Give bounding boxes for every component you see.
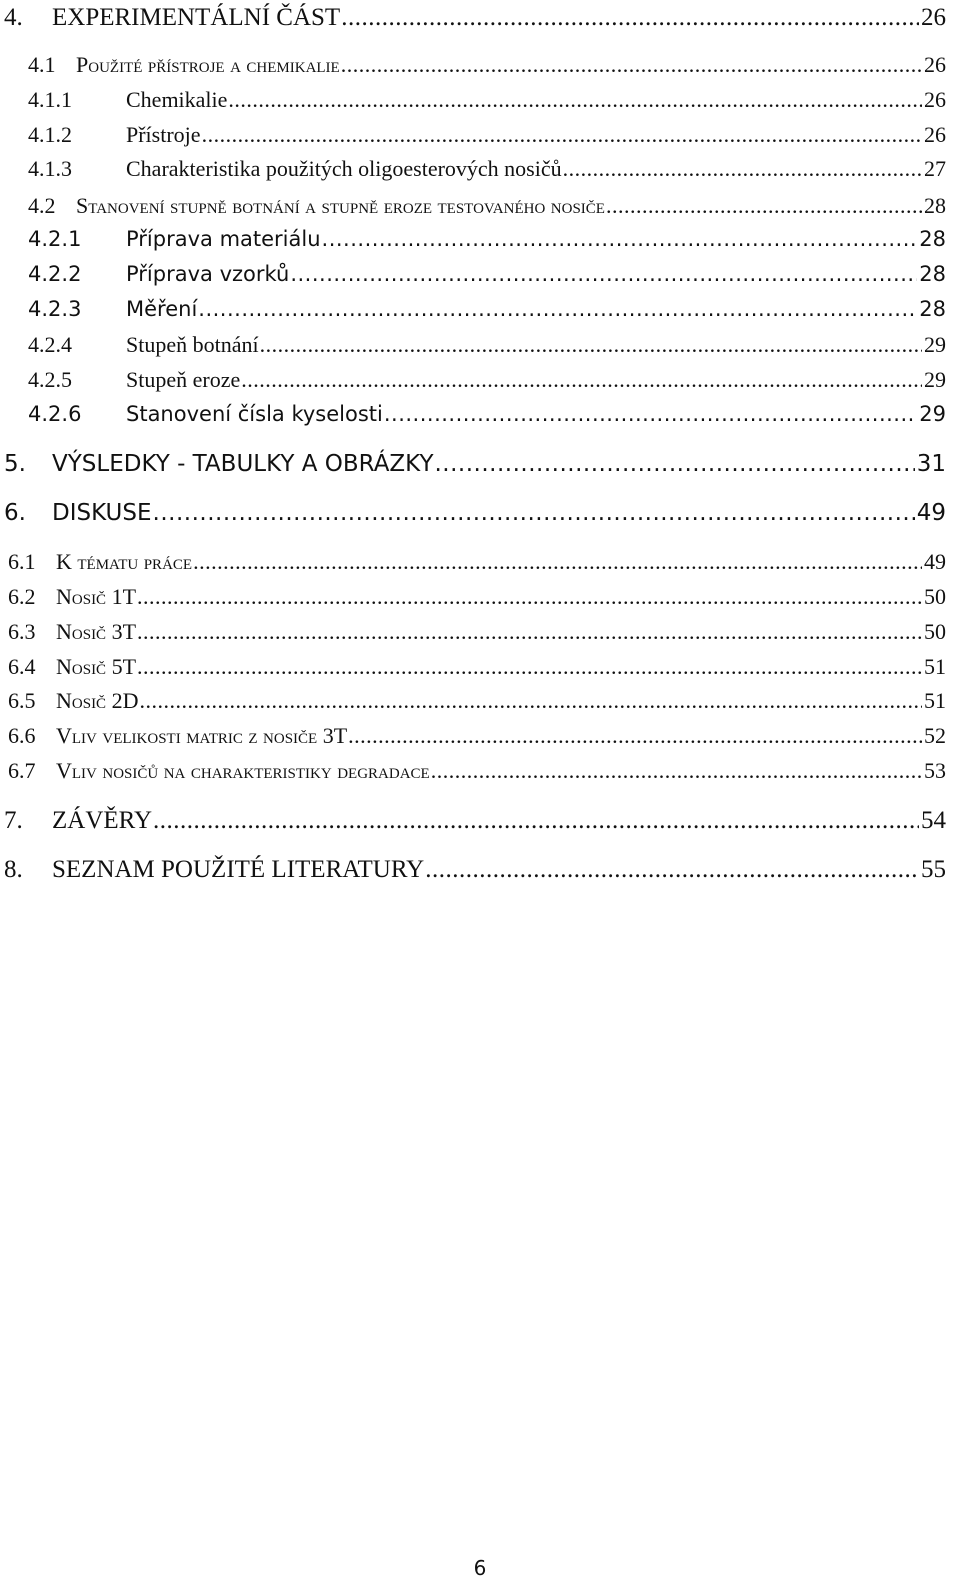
toc-title: Vliv nosičů na charakteristiky degradace [56, 758, 430, 783]
toc-number: 4.1.2 [28, 122, 72, 147]
toc-leader [198, 299, 917, 320]
toc-leader [193, 551, 922, 573]
toc-page: 52 [924, 723, 946, 748]
toc-page: 50 [924, 619, 946, 644]
toc-page: 29 [924, 367, 946, 392]
toc-title: VÝSLEDKY - TABULKY A OBRÁZKY [52, 451, 434, 477]
toc-number: 4.2.1 [28, 227, 82, 251]
toc-title: Příprava materiálu [126, 227, 321, 251]
toc-leader [137, 586, 922, 608]
toc-page: 27 [924, 156, 946, 181]
toc-page: 51 [924, 688, 946, 713]
toc-entry[interactable] [28, 369, 946, 391]
toc-number: 6.5 [8, 688, 36, 713]
toc-number: 6. [4, 500, 26, 526]
toc-leader [425, 857, 919, 882]
toc-number: 4.2.2 [28, 262, 82, 286]
toc-entry[interactable] [28, 264, 946, 285]
toc-page: 50 [924, 584, 946, 609]
toc-leader [228, 89, 922, 111]
toc-number: 4.1.1 [28, 87, 72, 112]
toc-number: 6.2 [8, 584, 36, 609]
toc-page: 28 [919, 262, 946, 286]
toc-number: 4. [4, 4, 23, 31]
toc-entry[interactable] [8, 551, 946, 573]
toc-title: ZÁVĚRY [52, 807, 152, 834]
toc-entry[interactable] [28, 299, 946, 320]
toc-leader [202, 124, 922, 146]
toc-page: 31 [916, 451, 946, 477]
toc-number: 4.2.5 [28, 367, 72, 392]
toc-page: 26 [924, 87, 946, 112]
toc-leader [241, 369, 922, 391]
toc-page: 26 [921, 4, 946, 31]
toc-number: 8. [4, 856, 23, 883]
toc-number: 6.1 [8, 549, 36, 574]
toc-page: 28 [919, 227, 946, 251]
toc-title: Stanovení čísla kyselosti [126, 402, 383, 426]
toc-title: Vliv velikosti matric z nosiče 3T [56, 723, 348, 748]
toc-entry[interactable] [28, 229, 946, 250]
toc-title: Nosič 3T [56, 619, 137, 644]
toc-page: 51 [924, 654, 946, 679]
toc-number: 4.1 [28, 52, 56, 77]
toc-leader [341, 5, 919, 30]
toc-page: 29 [919, 402, 946, 426]
toc-page: 26 [924, 52, 946, 77]
toc-number: 4.1.3 [28, 156, 72, 181]
toc-title: Stupeň eroze [126, 367, 241, 392]
toc-leader [290, 264, 917, 285]
toc-page: 49 [924, 549, 946, 574]
toc-title: Příprava vzorků [126, 262, 290, 286]
toc-entry[interactable] [4, 857, 946, 882]
toc-leader [431, 760, 922, 782]
toc-entry[interactable] [8, 586, 946, 608]
toc-entry[interactable] [4, 808, 946, 833]
toc-number: 6.7 [8, 758, 36, 783]
toc-page: 28 [919, 297, 946, 321]
toc-entry[interactable] [4, 5, 946, 30]
toc-entry[interactable] [28, 54, 946, 76]
toc-entry[interactable] [8, 690, 946, 712]
toc-title: Měření [126, 297, 198, 321]
toc-title: Stanovení stupně botnání a stupně eroze testovaného nosiče [76, 193, 605, 218]
toc-title: Stupeň botnání [126, 332, 259, 357]
toc-leader [137, 656, 922, 678]
toc-leader [384, 404, 917, 425]
toc-leader [435, 453, 915, 476]
toc-title: K tématu práce [56, 549, 193, 574]
toc-leader [139, 690, 922, 712]
toc-page: 55 [921, 856, 946, 883]
toc-number: 6.3 [8, 619, 36, 644]
toc-page: 28 [924, 193, 946, 218]
toc-leader [322, 229, 918, 250]
toc-leader [153, 808, 919, 833]
page-number: 6 [473, 1556, 487, 1580]
toc-entry[interactable] [8, 621, 946, 643]
toc-number: 5. [4, 451, 26, 477]
toc-title: DISKUSE [52, 500, 152, 526]
toc-title: Nosič 1T [56, 584, 137, 609]
toc-number: 4.2 [28, 193, 56, 218]
toc-title: Charakteristika použitých oligoesterových nosičů [126, 156, 562, 181]
toc-title: EXPERIMENTÁLNÍ ČÁST [52, 4, 341, 31]
toc-entry[interactable] [28, 124, 946, 146]
toc-page: 29 [924, 332, 946, 357]
toc-leader [563, 158, 922, 180]
toc-leader [260, 334, 922, 356]
toc-leader [153, 502, 915, 525]
toc-entry[interactable] [28, 195, 946, 217]
toc-title: Nosič 5T [56, 654, 137, 679]
toc-entry[interactable] [8, 760, 946, 782]
toc-title: SEZNAM POUŽITÉ LITERATURY [52, 856, 425, 883]
toc-number: 4.2.3 [28, 297, 82, 321]
toc-page: 49 [916, 500, 946, 526]
toc-leader [606, 195, 922, 217]
toc-title: Chemikalie [126, 87, 228, 112]
toc-entry[interactable] [28, 158, 946, 180]
toc-entry[interactable] [8, 725, 946, 747]
toc-page: 54 [921, 807, 946, 834]
toc-leader [137, 621, 922, 643]
toc-page: 53 [924, 758, 946, 783]
toc-number: 6.4 [8, 654, 36, 679]
toc-number: 4.2.4 [28, 332, 72, 357]
toc-entry[interactable] [4, 453, 946, 476]
toc-leader [348, 725, 922, 747]
toc-page: 26 [924, 122, 946, 147]
toc-leader [341, 54, 922, 76]
toc-entry[interactable] [8, 656, 946, 678]
toc-number: 6.6 [8, 723, 36, 748]
toc-entry[interactable] [28, 404, 946, 425]
toc-entry[interactable] [4, 502, 946, 525]
toc-title: Nosič 2D [56, 688, 139, 713]
toc-number: 4.2.6 [28, 402, 82, 426]
toc-entry[interactable] [28, 334, 946, 356]
toc-title: Přístroje [126, 122, 201, 147]
toc-title: Použité přístroje a chemikalie [76, 52, 340, 77]
toc-entry[interactable] [28, 89, 946, 111]
toc-number: 7. [4, 807, 23, 834]
